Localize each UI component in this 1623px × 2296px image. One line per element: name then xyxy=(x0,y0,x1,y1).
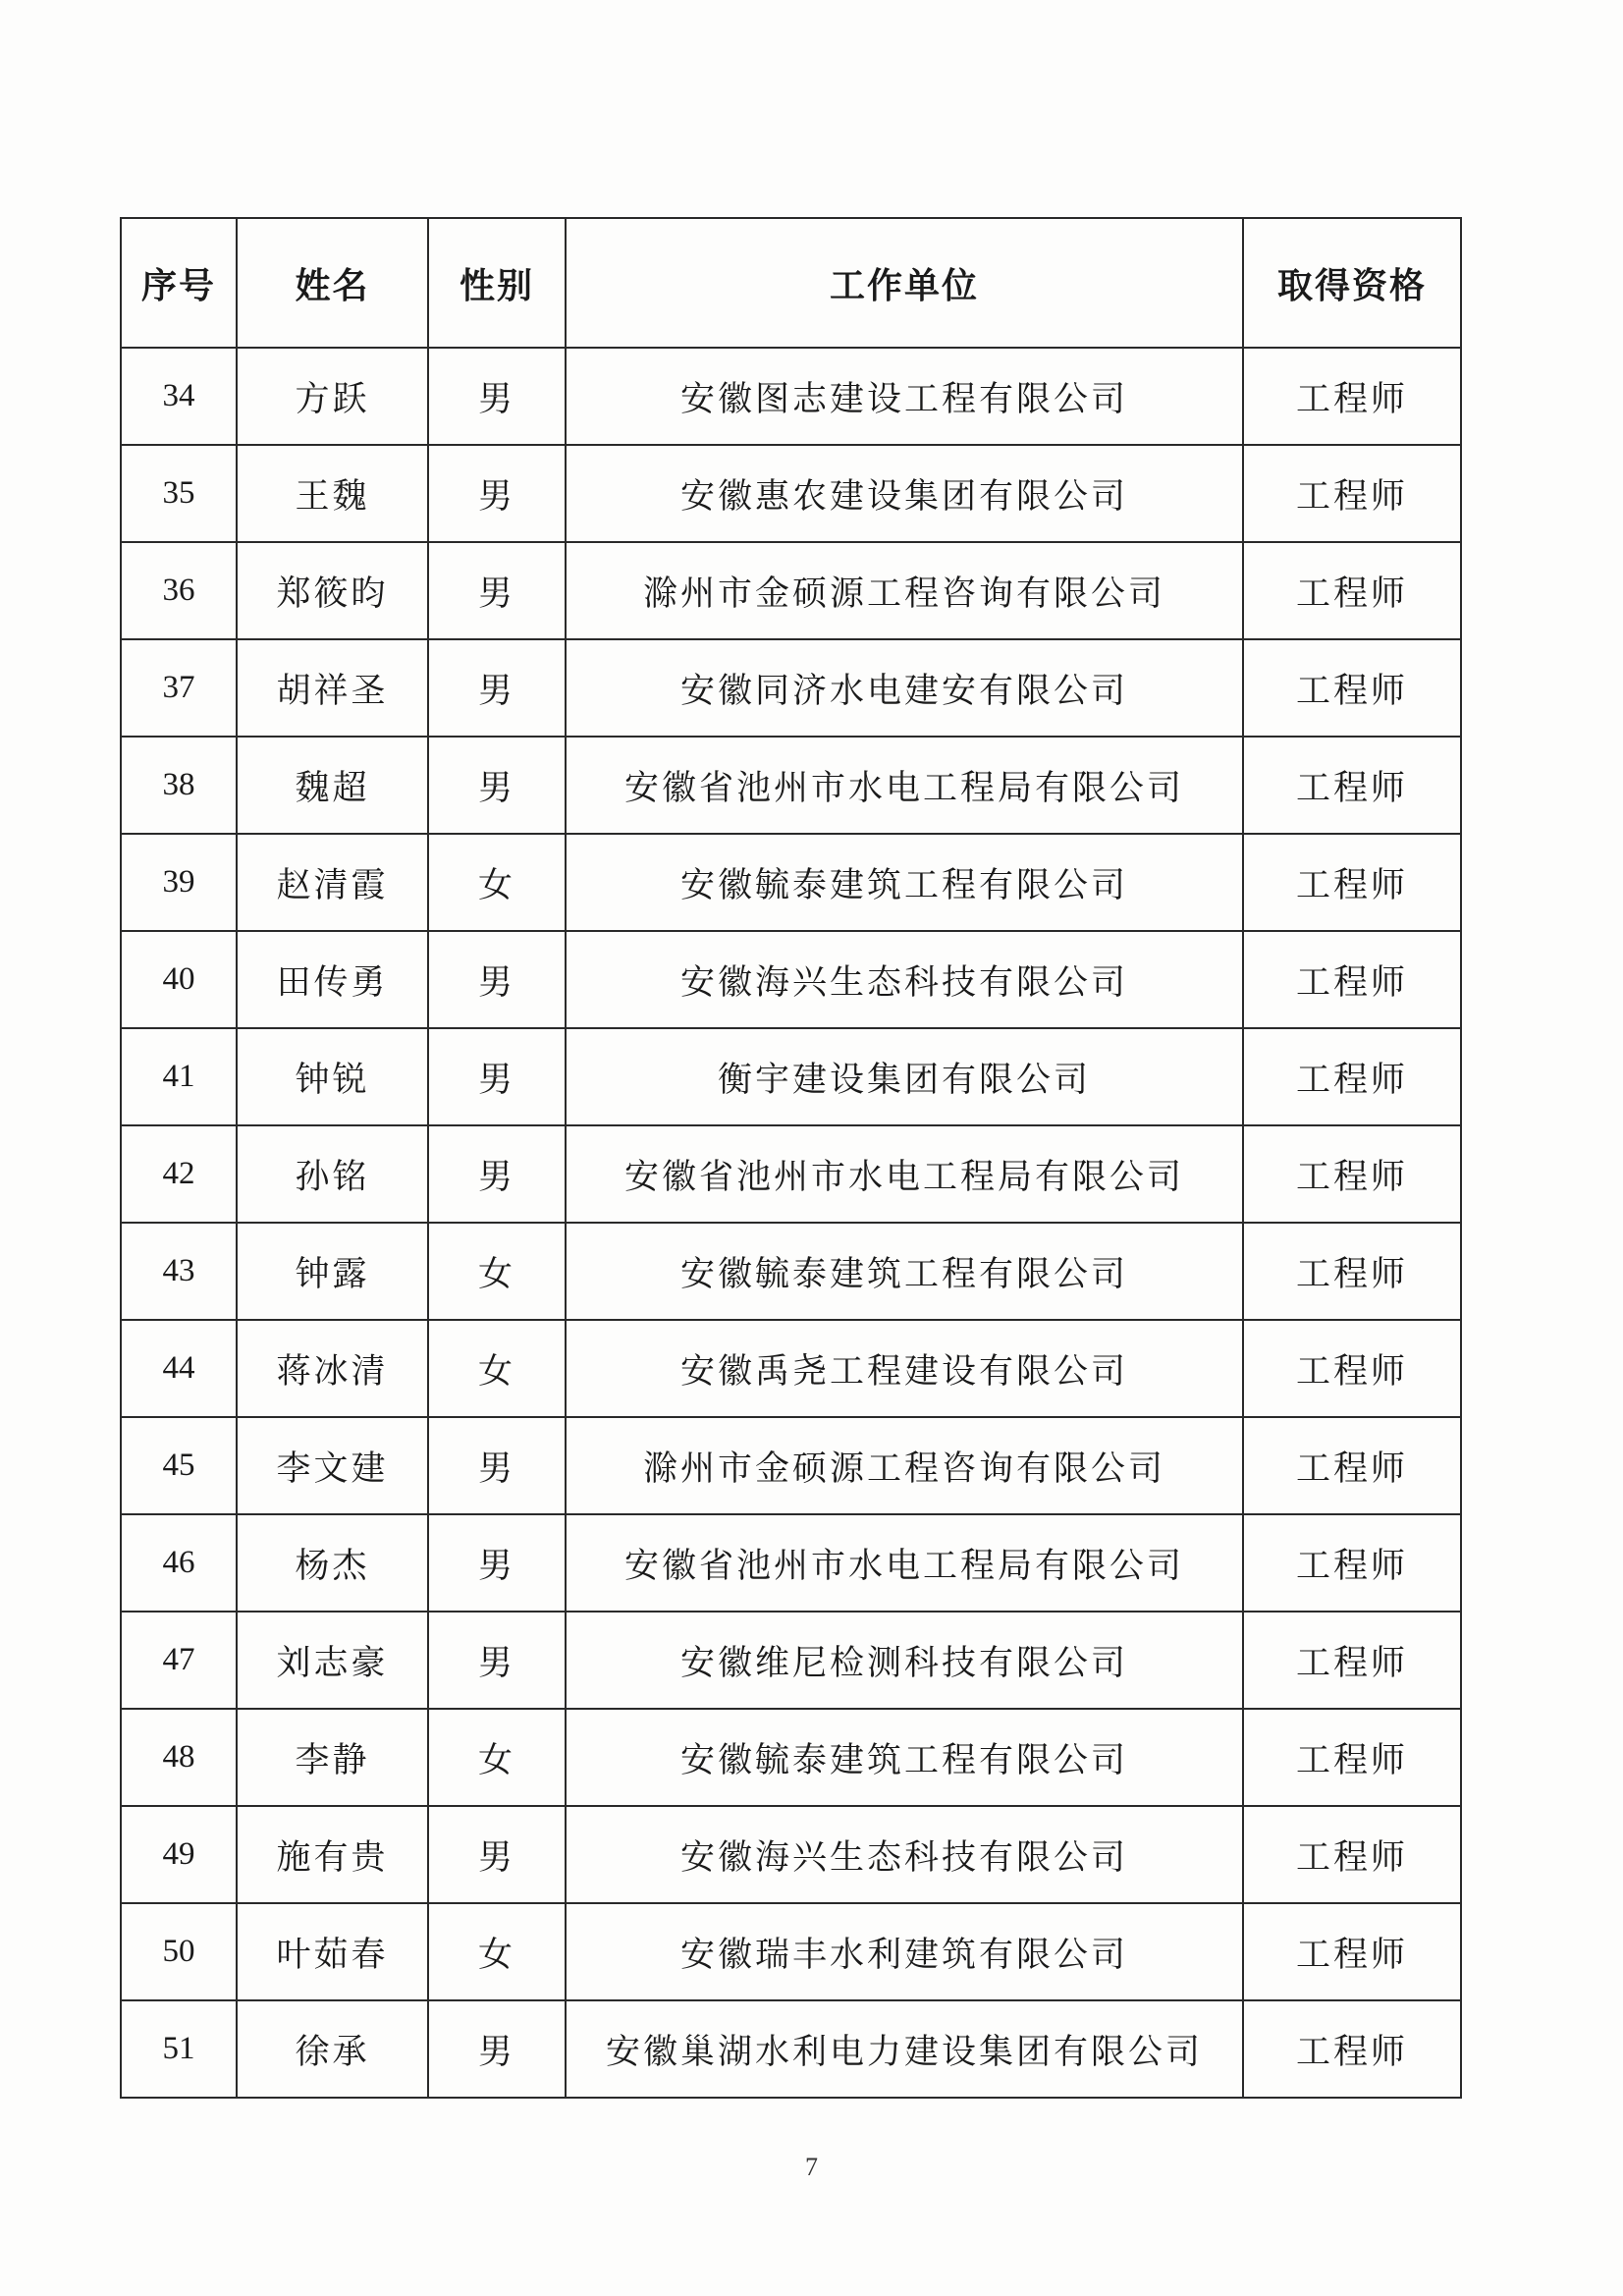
cell-name: 方跃 xyxy=(237,348,428,445)
cell-employer: 安徽海兴生态科技有限公司 xyxy=(566,1806,1243,1903)
cell-qualification: 工程师 xyxy=(1243,1223,1461,1320)
cell-gender: 男 xyxy=(428,1028,566,1125)
cell-employer: 衡宇建设集团有限公司 xyxy=(566,1028,1243,1125)
cell-seq: 37 xyxy=(121,639,237,737)
cell-gender: 女 xyxy=(428,834,566,931)
cell-seq: 46 xyxy=(121,1514,237,1612)
cell-qualification: 工程师 xyxy=(1243,348,1461,445)
cell-name: 胡祥圣 xyxy=(237,639,428,737)
cell-employer: 安徽毓泰建筑工程有限公司 xyxy=(566,834,1243,931)
cell-employer: 安徽省池州市水电工程局有限公司 xyxy=(566,1125,1243,1223)
cell-name: 李文建 xyxy=(237,1417,428,1514)
cell-employer: 安徽巢湖水利电力建设集团有限公司 xyxy=(566,2000,1243,2098)
cell-name: 叶茹春 xyxy=(237,1903,428,2000)
cell-name: 徐承 xyxy=(237,2000,428,2098)
cell-gender: 男 xyxy=(428,2000,566,2098)
cell-name: 赵清霞 xyxy=(237,834,428,931)
table-row xyxy=(121,1417,1461,1514)
cell-seq: 38 xyxy=(121,737,237,834)
table-row xyxy=(121,542,1461,639)
cell-name: 李静 xyxy=(237,1709,428,1806)
header-seq: 序号 xyxy=(121,218,237,348)
table-row xyxy=(121,931,1461,1028)
cell-name: 钟露 xyxy=(237,1223,428,1320)
cell-gender: 男 xyxy=(428,348,566,445)
cell-employer: 安徽维尼检测科技有限公司 xyxy=(566,1612,1243,1709)
table-row xyxy=(121,1320,1461,1417)
cell-qualification: 工程师 xyxy=(1243,1806,1461,1903)
cell-qualification: 工程师 xyxy=(1243,1320,1461,1417)
cell-name: 钟锐 xyxy=(237,1028,428,1125)
cell-name: 施有贵 xyxy=(237,1806,428,1903)
cell-employer: 安徽省池州市水电工程局有限公司 xyxy=(566,1514,1243,1612)
table-row xyxy=(121,1514,1461,1612)
cell-employer: 滁州市金硕源工程咨询有限公司 xyxy=(566,542,1243,639)
cell-gender: 女 xyxy=(428,1709,566,1806)
page-number: 7 xyxy=(805,2153,818,2181)
table-header xyxy=(121,218,1461,348)
table-row xyxy=(121,1806,1461,1903)
cell-qualification: 工程师 xyxy=(1243,2000,1461,2098)
cell-employer: 安徽图志建设工程有限公司 xyxy=(566,348,1243,445)
cell-seq: 51 xyxy=(121,2000,237,2098)
cell-qualification: 工程师 xyxy=(1243,1612,1461,1709)
cell-employer: 安徽毓泰建筑工程有限公司 xyxy=(566,1223,1243,1320)
cell-qualification: 工程师 xyxy=(1243,1903,1461,2000)
cell-gender: 男 xyxy=(428,542,566,639)
cell-name: 蒋冰清 xyxy=(237,1320,428,1417)
table-body xyxy=(121,348,1461,2098)
cell-employer: 安徽瑞丰水利建筑有限公司 xyxy=(566,1903,1243,2000)
table-row xyxy=(121,445,1461,542)
qualification-roster-table xyxy=(120,217,1462,2099)
cell-seq: 42 xyxy=(121,1125,237,1223)
cell-gender: 男 xyxy=(428,1417,566,1514)
cell-gender: 男 xyxy=(428,639,566,737)
header-employer: 工作单位 xyxy=(566,218,1243,348)
cell-seq: 50 xyxy=(121,1903,237,2000)
cell-qualification: 工程师 xyxy=(1243,1028,1461,1125)
table-row xyxy=(121,639,1461,737)
table-row xyxy=(121,1612,1461,1709)
table-row xyxy=(121,1125,1461,1223)
cell-gender: 女 xyxy=(428,1903,566,2000)
cell-seq: 49 xyxy=(121,1806,237,1903)
cell-seq: 40 xyxy=(121,931,237,1028)
cell-qualification: 工程师 xyxy=(1243,445,1461,542)
cell-employer: 滁州市金硕源工程咨询有限公司 xyxy=(566,1417,1243,1514)
cell-gender: 女 xyxy=(428,1223,566,1320)
cell-qualification: 工程师 xyxy=(1243,1709,1461,1806)
cell-seq: 36 xyxy=(121,542,237,639)
cell-name: 杨杰 xyxy=(237,1514,428,1612)
cell-seq: 47 xyxy=(121,1612,237,1709)
cell-seq: 43 xyxy=(121,1223,237,1320)
cell-gender: 男 xyxy=(428,1612,566,1709)
cell-seq: 34 xyxy=(121,348,237,445)
table-row xyxy=(121,1028,1461,1125)
cell-seq: 44 xyxy=(121,1320,237,1417)
table-row xyxy=(121,834,1461,931)
table-row xyxy=(121,1903,1461,2000)
cell-qualification: 工程师 xyxy=(1243,1514,1461,1612)
cell-employer: 安徽省池州市水电工程局有限公司 xyxy=(566,737,1243,834)
cell-gender: 男 xyxy=(428,931,566,1028)
header-name: 姓名 xyxy=(237,218,428,348)
cell-seq: 48 xyxy=(121,1709,237,1806)
header-qualification: 取得资格 xyxy=(1243,218,1461,348)
cell-employer: 安徽同济水电建安有限公司 xyxy=(566,639,1243,737)
cell-seq: 41 xyxy=(121,1028,237,1125)
cell-qualification: 工程师 xyxy=(1243,1417,1461,1514)
cell-seq: 45 xyxy=(121,1417,237,1514)
cell-employer: 安徽毓泰建筑工程有限公司 xyxy=(566,1709,1243,1806)
table-row xyxy=(121,348,1461,445)
cell-gender: 女 xyxy=(428,1320,566,1417)
cell-seq: 39 xyxy=(121,834,237,931)
cell-qualification: 工程师 xyxy=(1243,737,1461,834)
cell-gender: 男 xyxy=(428,1514,566,1612)
header-gender: 性别 xyxy=(428,218,566,348)
cell-employer: 安徽禹尧工程建设有限公司 xyxy=(566,1320,1243,1417)
cell-qualification: 工程师 xyxy=(1243,542,1461,639)
cell-name: 刘志豪 xyxy=(237,1612,428,1709)
cell-qualification: 工程师 xyxy=(1243,1125,1461,1223)
cell-gender: 男 xyxy=(428,445,566,542)
table-row xyxy=(121,2000,1461,2098)
cell-name: 魏超 xyxy=(237,737,428,834)
cell-qualification: 工程师 xyxy=(1243,834,1461,931)
table-row xyxy=(121,1223,1461,1320)
cell-employer: 安徽海兴生态科技有限公司 xyxy=(566,931,1243,1028)
cell-qualification: 工程师 xyxy=(1243,639,1461,737)
table-row xyxy=(121,1709,1461,1806)
cell-name: 王魏 xyxy=(237,445,428,542)
cell-gender: 男 xyxy=(428,737,566,834)
header-row xyxy=(121,218,1461,348)
cell-qualification: 工程师 xyxy=(1243,931,1461,1028)
cell-name: 孙铭 xyxy=(237,1125,428,1223)
cell-gender: 男 xyxy=(428,1806,566,1903)
cell-name: 郑筱昀 xyxy=(237,542,428,639)
cell-seq: 35 xyxy=(121,445,237,542)
cell-gender: 男 xyxy=(428,1125,566,1223)
cell-employer: 安徽惠农建设集团有限公司 xyxy=(566,445,1243,542)
table-row xyxy=(121,737,1461,834)
cell-name: 田传勇 xyxy=(237,931,428,1028)
